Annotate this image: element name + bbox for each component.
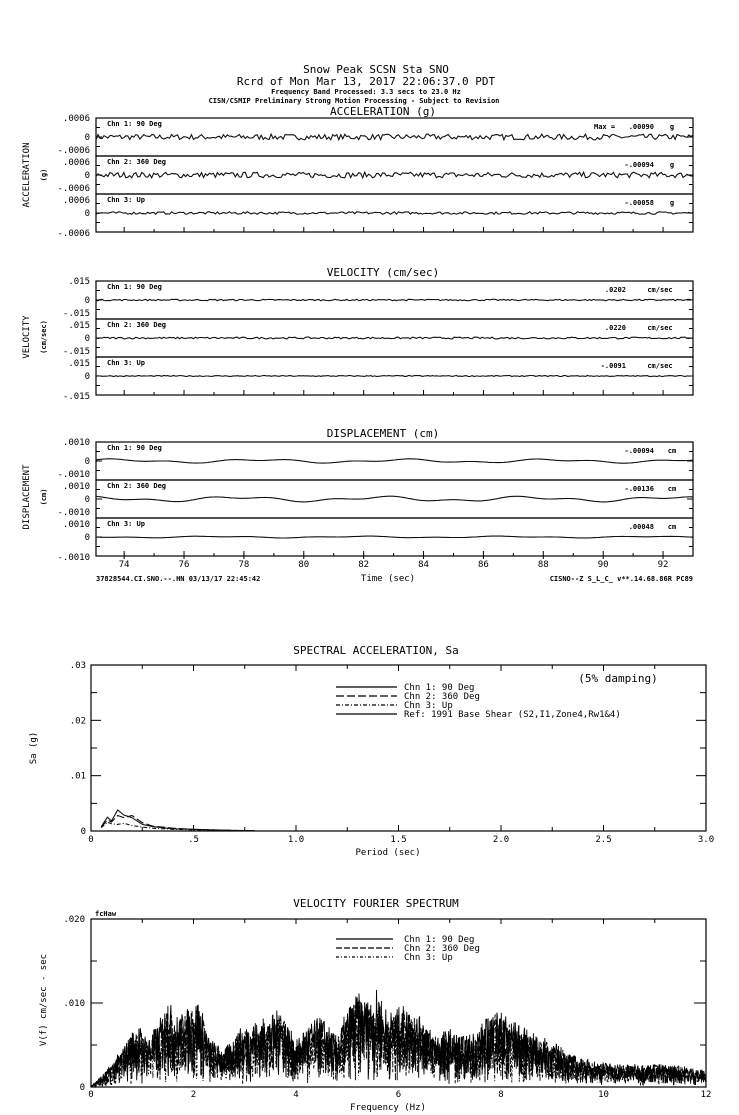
y-tick-label: .0006	[62, 196, 90, 206]
x-tick-label: 84	[418, 560, 429, 570]
y-tick-label: .01	[69, 771, 86, 782]
processing-disclaimer: CISN/CSMIP Preliminary Strong Motion Processing - Subject to Revision	[208, 97, 500, 105]
y-tick-label: 0	[84, 457, 90, 467]
record-id: 37828544.CI.SNO.--.HN 03/13/17 22:45:42	[96, 575, 261, 583]
x-tick-label: 10	[598, 1090, 609, 1100]
y-tick-label: -.0006	[57, 229, 90, 239]
x-tick-label: 0	[88, 1090, 94, 1100]
channel-name: Chn 2: 360 Deg	[107, 482, 167, 490]
y-tick-label: 0	[84, 334, 90, 344]
peak-unit: cm/sec	[647, 362, 673, 370]
legend-label: Chn 2: 360 Deg	[404, 692, 480, 702]
x-tick-label: 1.5	[390, 835, 407, 845]
channel-trace	[96, 337, 693, 339]
time-axis-label: Time (sec)	[360, 574, 416, 584]
y-tick-label: .0010	[62, 438, 90, 448]
y-tick-label: 0	[84, 495, 90, 505]
channel-name: Chn 3: Up	[107, 520, 145, 528]
sa-frame	[91, 665, 706, 831]
y-tick-label: 0	[84, 533, 90, 543]
y-tick-label: 0	[84, 133, 90, 143]
y-tick-label: -.0006	[57, 184, 90, 194]
sa-series-line	[101, 822, 255, 831]
x-tick-label: 86	[477, 560, 489, 570]
y-tick-label: -.0010	[57, 553, 90, 563]
peak-unit: g	[669, 199, 675, 207]
legend-label: Chn 2: 360 Deg	[404, 944, 480, 954]
channel-name: Chn 3: Up	[107, 196, 145, 204]
x-tick-label: 80	[298, 560, 310, 570]
vfs-plot	[63, 915, 711, 1100]
channel-name: Chn 2: 360 Deg	[107, 158, 167, 166]
velocity-title: VELOCITY (cm/sec)	[326, 266, 440, 279]
x-tick-label: 78	[238, 560, 250, 570]
displacement-ylabel: DISPLACEMENT	[22, 464, 32, 530]
station-title: Snow Peak SCSN Sta SNO	[303, 63, 449, 76]
sa-series-line	[101, 810, 255, 831]
velocity-ylabel: VELOCITY	[22, 315, 32, 359]
channel-name: Chn 2: 360 Deg	[107, 321, 167, 329]
x-tick-label: 12	[700, 1090, 712, 1100]
y-tick-label: .0010	[62, 482, 90, 492]
channel-name: Chn 1: 90 Deg	[107, 283, 162, 291]
x-tick-label: 0	[88, 835, 94, 845]
peak-unit: g	[669, 123, 675, 131]
x-tick-label: 92	[657, 560, 669, 570]
acceleration-yunit: (g)	[40, 168, 48, 182]
x-tick-label: 3.0	[697, 835, 715, 845]
peak-value: .0220	[604, 324, 626, 332]
displacement-title: DISPLACEMENT (cm)	[326, 427, 440, 440]
legend-label: Ref: 1991 Base Shear (S2,I1,Zone4,Rw1&4)	[404, 710, 621, 720]
channel-name: Chn 1: 90 Deg	[107, 120, 162, 128]
peak-value: .0202	[604, 286, 626, 294]
y-tick-label: .015	[68, 321, 90, 331]
channel-trace	[96, 536, 693, 538]
y-tick-label: .0010	[62, 520, 90, 530]
legend-label: Chn 1: 90 Deg	[404, 935, 475, 945]
time-history-panels	[57, 114, 693, 570]
y-tick-label: -.0010	[57, 508, 90, 518]
sa-plot	[70, 661, 714, 845]
acceleration-title: ACCELERATION (g)	[330, 105, 436, 118]
channel-trace	[96, 172, 693, 178]
sa-ylabel: Sa (g)	[29, 731, 39, 765]
x-tick-label: 2.0	[492, 835, 510, 845]
peak-value: .00048	[628, 523, 654, 531]
record-title: Rcrd of Mon Mar 13, 2017 22:06:37.0 PDT	[236, 75, 496, 88]
peak-unit: cm/sec	[647, 324, 673, 332]
channel-name: Chn 3: Up	[107, 359, 145, 367]
y-tick-label: -.0010	[57, 470, 90, 480]
x-tick-label: 88	[537, 560, 549, 570]
y-tick-label: -.015	[62, 347, 90, 357]
peak-unit: cm	[667, 523, 677, 531]
channel-trace	[96, 212, 693, 215]
channel-trace	[96, 376, 693, 377]
peak-unit: cm	[667, 485, 677, 493]
peak-unit: cm/sec	[647, 286, 673, 294]
y-tick-label: .015	[68, 277, 90, 287]
x-tick-label: 4	[293, 1090, 299, 1100]
x-tick-label: 2	[190, 1090, 197, 1100]
vfs-xlabel: Frequency (Hz)	[350, 1103, 426, 1113]
peak-value: -.00058	[624, 199, 654, 207]
peak-value: .00090	[628, 123, 654, 131]
y-tick-label: .010	[63, 999, 85, 1009]
vfs-ylabel: V(f) cm/sec - sec	[39, 953, 49, 1047]
frequency-band-note: Frequency Band Processed: 3.3 secs to 23.0 Hz	[271, 88, 461, 96]
peak-value: -.00136	[624, 485, 654, 493]
peak-unit: cm	[667, 447, 677, 455]
channel-frame	[96, 480, 693, 518]
x-tick-label: 76	[178, 560, 190, 570]
channel-name: Chn 1: 90 Deg	[107, 444, 162, 452]
legend-label: Chn 1: 90 Deg	[404, 683, 475, 693]
y-tick-label: .020	[63, 915, 85, 925]
sa-xlabel: Period (sec)	[355, 848, 421, 858]
y-tick-label: .0006	[62, 114, 90, 124]
vfs-title: VELOCITY FOURIER SPECTRUM	[293, 897, 459, 910]
displacement-yunit: (cm)	[40, 488, 48, 506]
x-tick-label: 6	[395, 1090, 402, 1100]
channel-trace	[96, 496, 693, 502]
y-tick-label: .0006	[62, 158, 90, 168]
sa-damping-note: (5% damping)	[578, 672, 658, 685]
y-tick-label: .02	[69, 716, 86, 727]
y-tick-label: -.015	[62, 392, 90, 402]
x-tick-label: .5	[188, 835, 199, 845]
channel-trace	[96, 134, 693, 140]
x-tick-label: 82	[358, 560, 370, 570]
y-tick-label: 0	[79, 1083, 85, 1093]
peak-prefix: Max =	[594, 123, 616, 131]
sa-title: SPECTRAL ACCELERATION, Sa	[293, 644, 459, 657]
acceleration-ylabel: ACCELERATION	[22, 142, 32, 208]
processing-code: CISNO--Z S_L_C_ v**.14.68.86R PC89	[549, 575, 693, 583]
y-tick-label: .015	[68, 359, 90, 369]
y-tick-label: -.0006	[57, 146, 90, 156]
peak-value: -.0091	[600, 362, 626, 370]
peak-unit: g	[669, 161, 675, 169]
legend-label: Chn 3: Up	[404, 701, 453, 711]
y-tick-label: 0	[84, 372, 90, 382]
y-tick-label: 0	[84, 209, 90, 219]
y-tick-label: 0	[84, 296, 90, 306]
x-tick-label: 8	[498, 1090, 504, 1100]
channel-trace	[96, 459, 693, 463]
velocity-yunit: (cm/sec)	[40, 320, 48, 354]
x-tick-label: 74	[118, 560, 130, 570]
peak-value: -.00094	[624, 161, 654, 169]
channel-frame	[96, 156, 693, 194]
x-tick-label: 90	[597, 560, 609, 570]
legend-label: Chn 3: Up	[404, 953, 453, 963]
y-tick-label: -.015	[62, 309, 90, 319]
x-tick-label: 2.5	[595, 835, 612, 845]
x-tick-label: 1.0	[287, 835, 305, 845]
peak-value: -.00094	[624, 447, 654, 455]
y-tick-label: 0	[84, 171, 90, 181]
y-tick-label: .03	[69, 661, 86, 671]
y-tick-label: 0	[80, 827, 86, 837]
vfs-corner-label: fcHaw	[95, 910, 117, 918]
channel-trace	[96, 299, 693, 301]
